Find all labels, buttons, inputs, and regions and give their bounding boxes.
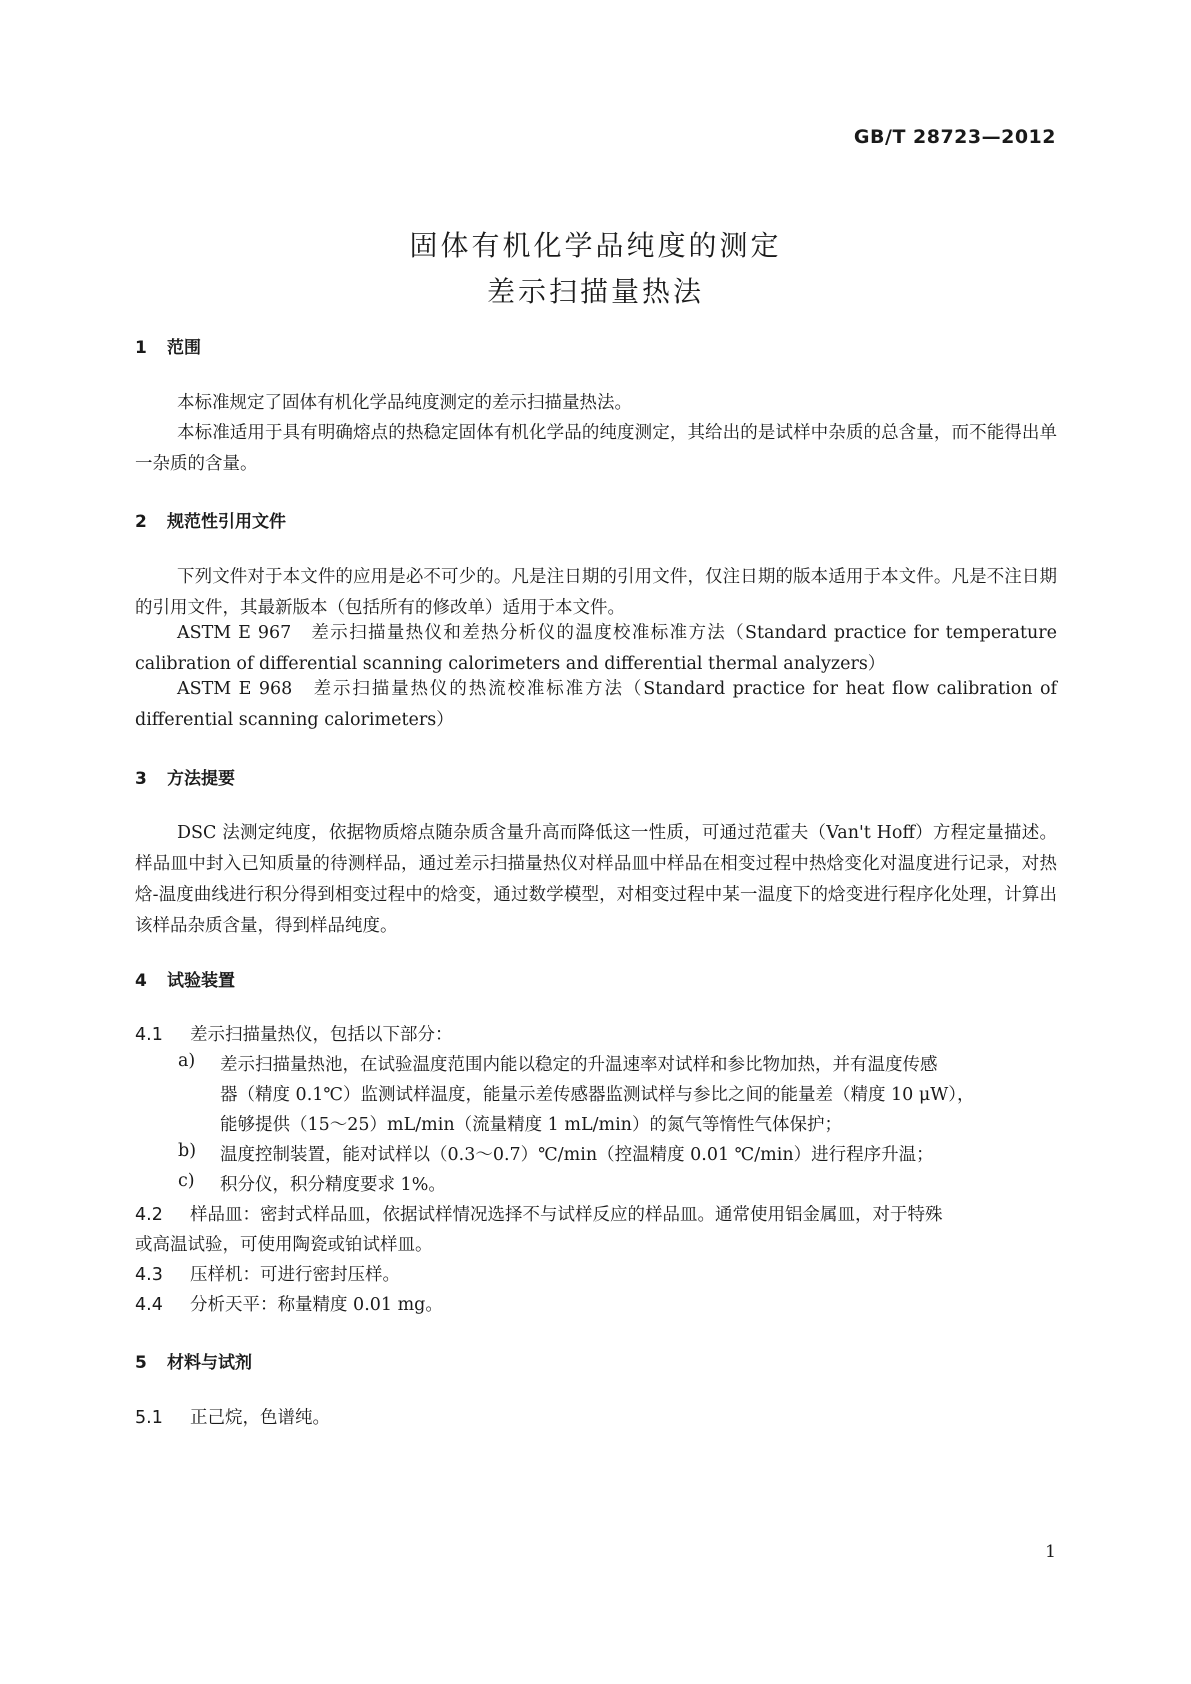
list-item-a-line-3: 能够提供（15～25）mL/min（流量精度 1 mL/min）的氮气等惰性气体保护； xyxy=(220,1115,842,1135)
section-5-heading xyxy=(135,1348,252,1373)
section-5-title: 材料与试剂 xyxy=(167,1353,252,1373)
clause-4-4 xyxy=(135,1291,443,1316)
section-2-paragraph-1: 下列文件对于本文件的应用是必不可少的。凡是注日期的引用文件，仅注日期的版本适用于本文件。凡是不注日期的引用文件，其最新版本（包括所有的修改单）适用于本文件。 xyxy=(135,567,1057,618)
section-1-heading xyxy=(135,333,201,358)
list-item-b-text: 温度控制装置，能对试样以（0.3～0.7）℃/min（控温精度 0.01 ℃/min）进行程序升温； xyxy=(220,1145,934,1165)
list-item-a-line-1: 差示扫描量热池，在试验温度范围内能以稳定的升温速率对试样和参比物加热，并有温度传感 xyxy=(220,1055,938,1075)
normative-reference-astm-e968: ASTM E 968 差示扫描量热仪的热流校准标准方法（Standard practice for heat flow calibration of differential scanning calorimeters） xyxy=(135,679,1057,730)
clause-4-3 xyxy=(135,1261,400,1286)
section-5-number: 5 xyxy=(135,1353,147,1373)
list-item-c-label: c) xyxy=(178,1171,195,1191)
section-1-paragraph-1: 本标准规定了固体有机化学品纯度测定的差示扫描量热法。 xyxy=(177,393,632,413)
section-3-number: 3 xyxy=(135,769,147,789)
section-1-number: 1 xyxy=(135,338,147,358)
section-2-title: 规范性引用文件 xyxy=(167,512,286,532)
list-item-c-text: 积分仪，积分精度要求 1%。 xyxy=(220,1175,446,1195)
list-item-a-line-2: 器（精度 0.1℃）监测试样温度，能量示差传感器监测试样与参比之间的能量差（精度 10 μW）， xyxy=(220,1085,975,1105)
section-4-heading xyxy=(135,966,235,991)
list-item-b-label: b) xyxy=(178,1141,197,1161)
page-number: 1 xyxy=(1045,1542,1056,1562)
clause-5-1-number: 5.1 xyxy=(135,1408,163,1428)
standard-number: GB/T 28723—2012 xyxy=(853,126,1056,148)
section-3-title: 方法提要 xyxy=(167,769,235,789)
clause-4-3-number: 4.3 xyxy=(135,1265,163,1285)
clause-4-2-line-2: 或高温试验，可使用陶瓷或铂试样皿。 xyxy=(135,1235,433,1255)
clause-4-1 xyxy=(135,1021,453,1046)
clause-4-1-text: 差示扫描量热仪，包括以下部分： xyxy=(190,1025,453,1045)
section-4-number: 4 xyxy=(135,971,147,991)
section-1-title: 范围 xyxy=(167,338,201,358)
section-3-paragraph-1: DSC 法测定纯度，依据物质熔点随杂质含量升高而降低这一性质，可通过范霍夫（Van't Hoff）方程定量描述。样品皿中封入已知质量的待测样品，通过差示扫描量热仪对样品皿中样品在相变过程中热焓变化对温度进行记录，对热焓-温度曲线进行积分得到相变过程中的焓变，通过数学模型，对相变过程中某一温度下的焓变进行程序化处理，计算出该样品杂质含量，得到样品纯度。 xyxy=(135,823,1057,936)
clause-4-1-number: 4.1 xyxy=(135,1025,163,1045)
section-3-heading xyxy=(135,764,235,789)
section-2-heading xyxy=(135,507,286,532)
clause-4-4-text: 分析天平：称量精度 0.01 mg。 xyxy=(190,1295,443,1315)
clause-4-2 xyxy=(135,1201,943,1226)
clause-4-2-number: 4.2 xyxy=(135,1205,163,1225)
normative-reference-astm-e967: ASTM E 967 差示扫描量热仪和差热分析仪的温度校准标准方法（Standard practice for temperature calibration of differential scanning calorimeters and differential thermal analyzers） xyxy=(135,623,1057,674)
clause-4-2-line-1: 样品皿：密封式样品皿，依据试样情况选择不与试样反应的样品皿。通常使用铝金属皿，对于特殊 xyxy=(190,1205,943,1225)
list-item-a-label: a) xyxy=(178,1051,196,1071)
clause-5-1 xyxy=(135,1404,330,1429)
clause-4-3-text: 压样机：可进行密封压样。 xyxy=(190,1265,400,1285)
clause-5-1-text: 正己烷，色谱纯。 xyxy=(190,1408,330,1428)
section-4-title: 试验装置 xyxy=(167,971,235,991)
clause-4-4-number: 4.4 xyxy=(135,1295,163,1315)
section-1-paragraph-2: 本标准适用于具有明确熔点的热稳定固体有机化学品的纯度测定，其给出的是试样中杂质的总含量，而不能得出单一杂质的含量。 xyxy=(135,423,1057,474)
document-title-line-1: 固体有机化学品纯度的测定 xyxy=(409,229,782,262)
section-2-number: 2 xyxy=(135,512,147,532)
document-title-line-2: 差示扫描量热法 xyxy=(486,275,704,308)
